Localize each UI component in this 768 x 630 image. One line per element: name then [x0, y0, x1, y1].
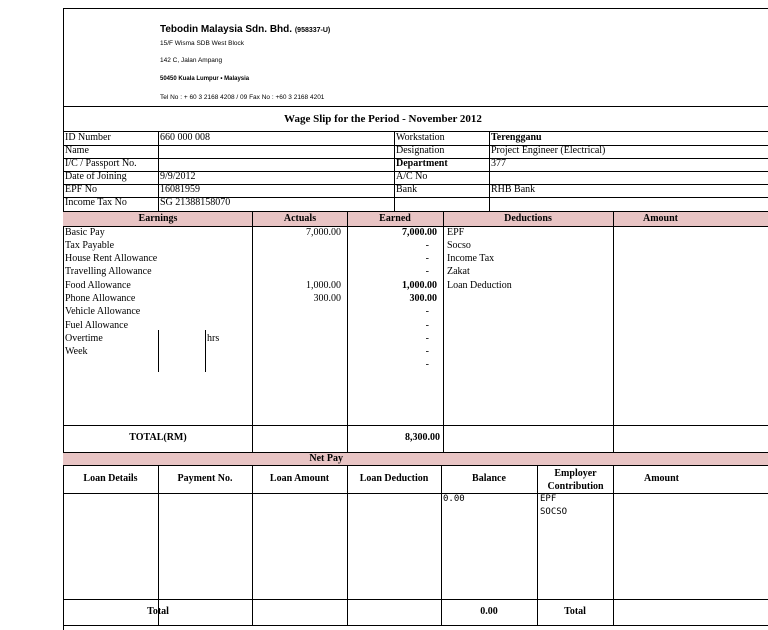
table-line	[441, 465, 442, 625]
net-pay-band	[63, 452, 768, 465]
earning-label: Tax Payable	[65, 240, 115, 251]
employer-epf: EPF	[540, 494, 557, 504]
bottom-balance: 0.00	[480, 606, 498, 617]
balance-header: Balance	[472, 473, 506, 484]
deduction-label: Zakat	[447, 266, 470, 277]
department-label: Department	[396, 158, 448, 169]
actuals-header: Actuals	[283, 213, 317, 224]
actual-value: 300.00	[313, 293, 341, 304]
workstation-value: Terengganu	[491, 132, 542, 143]
earned-header: Earned	[379, 213, 411, 224]
ac-no-label: A/C No	[396, 171, 428, 182]
info-grid-line	[394, 131, 395, 211]
deduction-label: Income Tax	[447, 253, 495, 264]
company-reg-no: (958337-U)	[294, 27, 331, 34]
actual-value: 7,000.00	[306, 227, 341, 238]
info-grid-line	[489, 131, 490, 211]
earning-label: Fuel Allowance	[65, 320, 129, 331]
amount-header-clip	[614, 212, 679, 226]
bank-value: RHB Bank	[491, 184, 536, 195]
income-tax-no-label: Income Tax No	[65, 197, 127, 208]
earned-value: -	[425, 253, 429, 264]
earning-label: Week	[65, 346, 88, 357]
earned-value: -	[425, 320, 429, 331]
loan-details-header: Loan Details	[83, 473, 138, 484]
bank-label: Bank	[396, 184, 418, 195]
frame-left-line	[63, 8, 64, 630]
payment-no-header: Payment No.	[177, 473, 233, 484]
amount-header: Amount	[643, 213, 679, 224]
table-line	[63, 465, 768, 466]
earned-value: -	[425, 359, 429, 370]
earning-label: Overtime	[65, 333, 103, 344]
company-address-line-3: 50450 Kuala Lumpur • Malaysia	[160, 76, 250, 82]
company-name: Tebodin Malaysia Sdn. Bhd. (958337-U)	[160, 24, 331, 35]
table-line	[63, 493, 768, 494]
workstation-label: Workstation	[396, 132, 445, 143]
deduction-label: Loan Deduction	[447, 280, 512, 291]
overtime-divider	[158, 330, 159, 372]
earning-label: Basic Pay	[65, 227, 105, 238]
earned-value: -	[425, 306, 429, 317]
epf-no-label: EPF No	[65, 184, 97, 195]
total-earned: 8,300.00	[405, 432, 440, 443]
deduction-label: Socso	[447, 240, 471, 251]
earning-label: Phone Allowance	[65, 293, 136, 304]
table-line	[613, 211, 614, 452]
table-line	[347, 465, 348, 625]
passport-label: I/C / Passport No.	[65, 158, 137, 169]
earned-value: 300.00	[409, 293, 437, 304]
table-line	[158, 465, 159, 625]
epf-no-value: 16081959	[160, 184, 200, 195]
deduction-label: EPF	[447, 227, 465, 238]
employer-contribution-header: Employer Contribution	[547, 468, 604, 492]
header-divider	[63, 106, 768, 107]
actual-value: 1,000.00	[306, 280, 341, 291]
earning-label: Travelling Allowance	[65, 266, 152, 277]
date-of-joining-value: 9/9/2012	[160, 171, 196, 182]
employer-socso: SOCSO	[540, 507, 568, 517]
earned-value: 1,000.00	[402, 280, 437, 291]
table-line	[63, 625, 768, 626]
table-line	[63, 452, 768, 453]
overtime-unit: hrs	[207, 333, 220, 344]
table-line	[63, 599, 768, 600]
earned-value: 7,000.00	[402, 227, 437, 238]
date-of-joining-label: Date of Joining	[65, 171, 127, 182]
company-address-line-1: 15/F Wisma SDB West Block	[160, 40, 245, 47]
earning-label: Food Allowance	[65, 280, 131, 291]
table-line	[63, 425, 768, 426]
info-grid-line	[158, 131, 159, 211]
loan-balance: 0.00	[443, 494, 465, 504]
id-number-value: 660 000 008	[160, 132, 210, 143]
table-line	[252, 465, 253, 625]
table-line	[443, 211, 444, 452]
frame-top-line	[63, 8, 768, 9]
earning-label: Vehicle Allowance	[65, 306, 141, 317]
page-title: Wage Slip for the Period - November 2012	[284, 113, 482, 125]
earnings-header: Earnings	[138, 213, 178, 224]
overtime-divider	[205, 330, 206, 372]
earned-value: -	[425, 346, 429, 357]
company-contact: Tel No : + 60 3 2168 4208 / 09 Fax No : +60 3 2168 4201	[160, 94, 325, 101]
net-pay-label: Net Pay	[309, 453, 343, 464]
designation-label: Designation	[396, 145, 445, 156]
earned-value: -	[425, 266, 429, 277]
department-value: 377	[491, 158, 506, 169]
loan-deduction-header: Loan Deduction	[359, 473, 429, 484]
company-address-line-2: 142 C, Jalan Ampang	[160, 57, 223, 64]
income-tax-no-value: SG 21388158070	[160, 197, 231, 208]
total-label: TOTAL(RM)	[129, 432, 187, 443]
name-label: Name	[65, 145, 89, 156]
table-line	[252, 211, 253, 452]
bottom-total-label: Total	[147, 606, 169, 617]
table-line	[63, 211, 768, 212]
amount2-header-clip	[614, 466, 680, 492]
earning-label: House Rent Allowance	[65, 253, 158, 264]
amount2-header: Amount	[644, 473, 680, 484]
earned-value: -	[425, 333, 429, 344]
bottom-total-label-2: Total	[564, 606, 586, 617]
deductions-header: Deductions	[504, 213, 552, 224]
loan-amount-header: Loan Amount	[269, 473, 330, 484]
earned-value: -	[425, 240, 429, 251]
id-number-label: ID Number	[65, 132, 111, 143]
designation-value: Project Engineer (Electrical)	[491, 145, 606, 156]
